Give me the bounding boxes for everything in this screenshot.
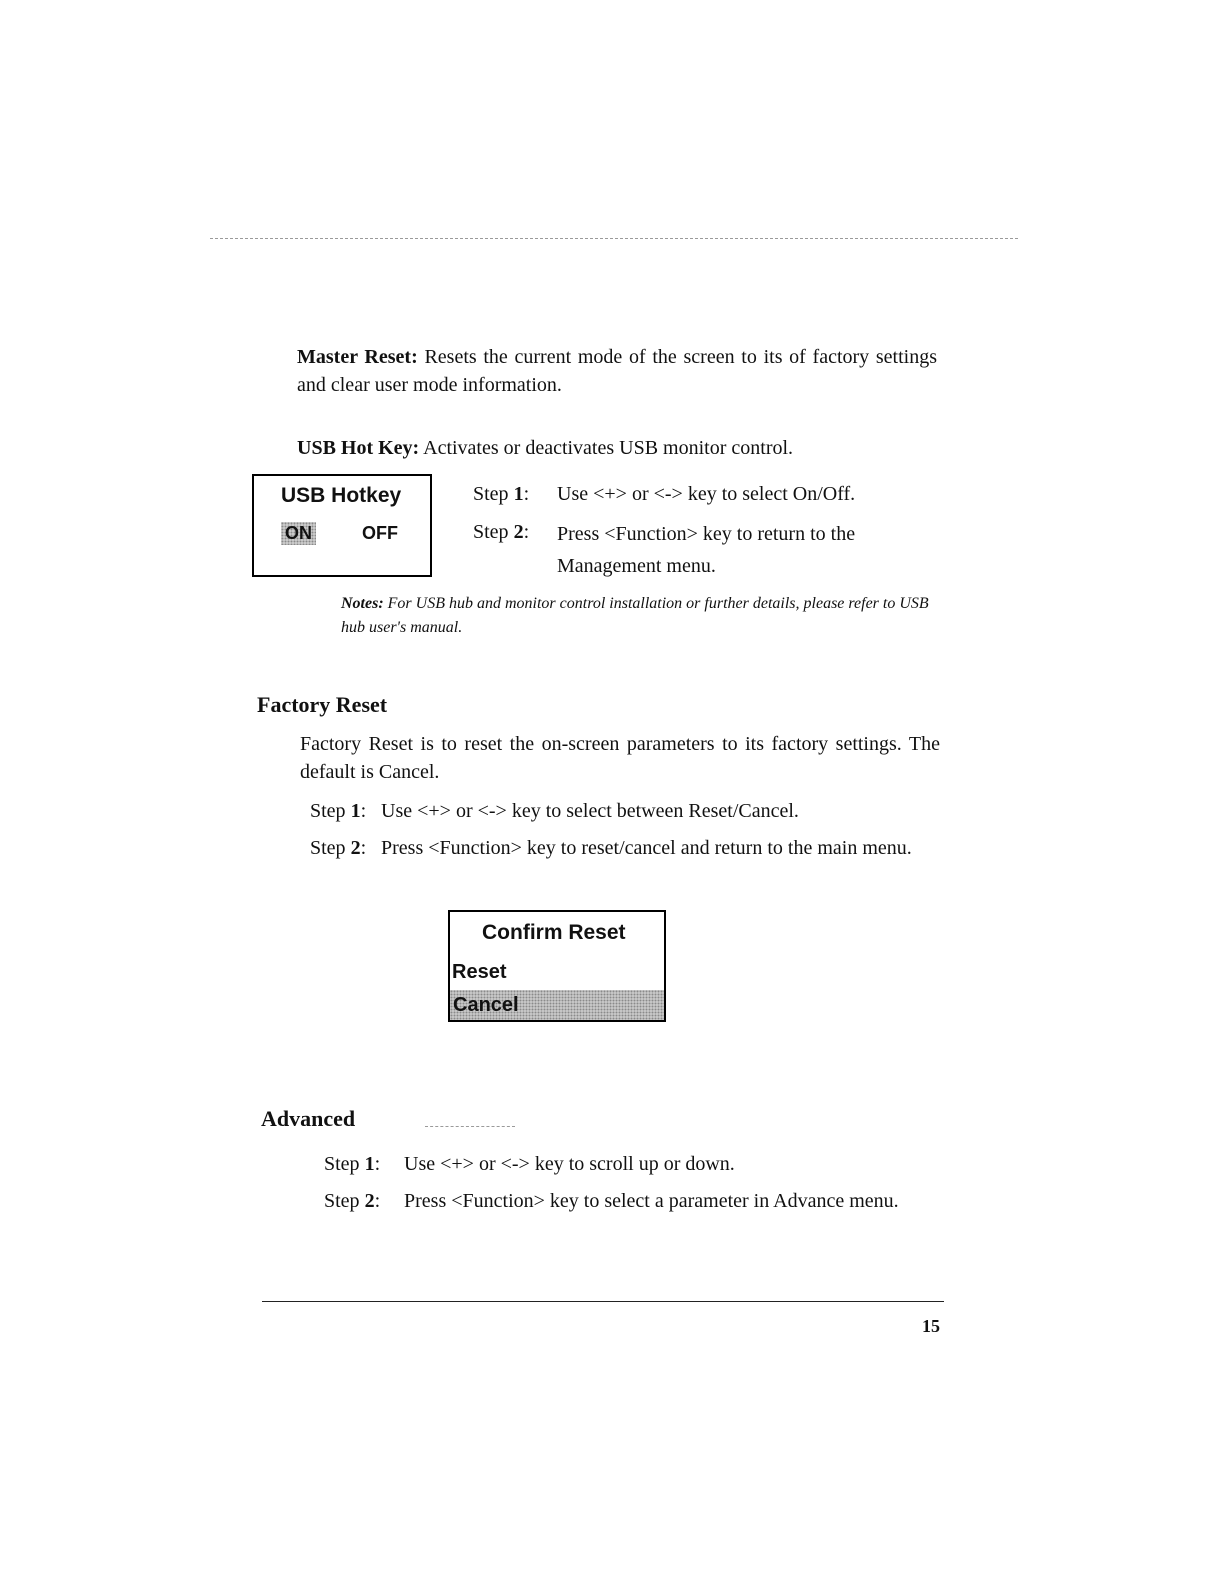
footer-rule	[262, 1301, 944, 1302]
factory-reset-description: Factory Reset is to reset the on-screen parameters to its factory settings. The default is Cancel.	[300, 733, 940, 783]
notes-text: For USB hub and monitor control installation or further details, please refer to USB hub user's manual.	[341, 595, 929, 636]
confirm-reset-option-cancel: Cancel	[450, 990, 664, 1020]
usb-hot-key-label: USB Hot Key:	[297, 437, 420, 459]
step-text: Press <Function> key to select a parameter in Advance menu.	[404, 1190, 899, 1212]
master-reset-label: Master Reset:	[297, 346, 418, 368]
scan-artifact-line	[210, 238, 1018, 239]
confirm-reset-osd-panel	[448, 910, 666, 1022]
factory-reset-step-1	[310, 797, 940, 825]
usb-hotkey-option-off: OFF	[362, 523, 398, 543]
scan-artifact-line	[425, 1126, 515, 1127]
usb-step-2	[473, 518, 938, 578]
step-label: Step 1:	[310, 800, 367, 822]
master-reset-paragraph	[297, 343, 937, 399]
factory-reset-step-2	[310, 834, 940, 890]
usb-hot-key-text: Activates or deactivates USB monitor control.	[423, 437, 794, 459]
master-reset-text: Resets the current mode of the screen to its of factory settings and clear user mode information.	[297, 346, 938, 396]
advanced-step-2	[324, 1187, 944, 1243]
step-text: Use <+> or <-> key to select On/Off.	[557, 483, 856, 505]
usb-hot-key-paragraph	[297, 434, 937, 462]
usb-notes	[341, 592, 936, 640]
usb-hotkey-osd-panel	[252, 474, 432, 577]
advanced-heading: Advanced	[261, 1106, 356, 1131]
advanced-step-1	[324, 1150, 944, 1178]
usb-hotkey-osd-title: USB Hotkey	[281, 484, 402, 507]
step-label: Step 2:	[324, 1190, 381, 1212]
usb-step-1	[473, 480, 938, 508]
step-text: Press <Function> key to return to the Management menu.	[557, 523, 856, 577]
step-text: Press <Function> key to reset/cancel and return to the main menu.	[381, 837, 912, 859]
confirm-reset-osd-title: Confirm Reset	[482, 921, 626, 944]
page-number: 15	[922, 1316, 940, 1336]
factory-reset-heading: Factory Reset	[257, 692, 388, 717]
step-label: Step 1:	[473, 483, 530, 505]
step-label: Step 2:	[310, 837, 367, 859]
step-label: Step 1:	[324, 1153, 381, 1175]
confirm-reset-option-reset: Reset	[452, 961, 507, 983]
notes-lead: Notes:	[341, 595, 384, 612]
step-text: Use <+> or <-> key to select between Reset/Cancel.	[381, 800, 799, 822]
usb-hotkey-option-on: ON	[281, 522, 316, 545]
step-text: Use <+> or <-> key to scroll up or down.	[404, 1153, 735, 1175]
step-label: Step 2:	[473, 521, 530, 543]
